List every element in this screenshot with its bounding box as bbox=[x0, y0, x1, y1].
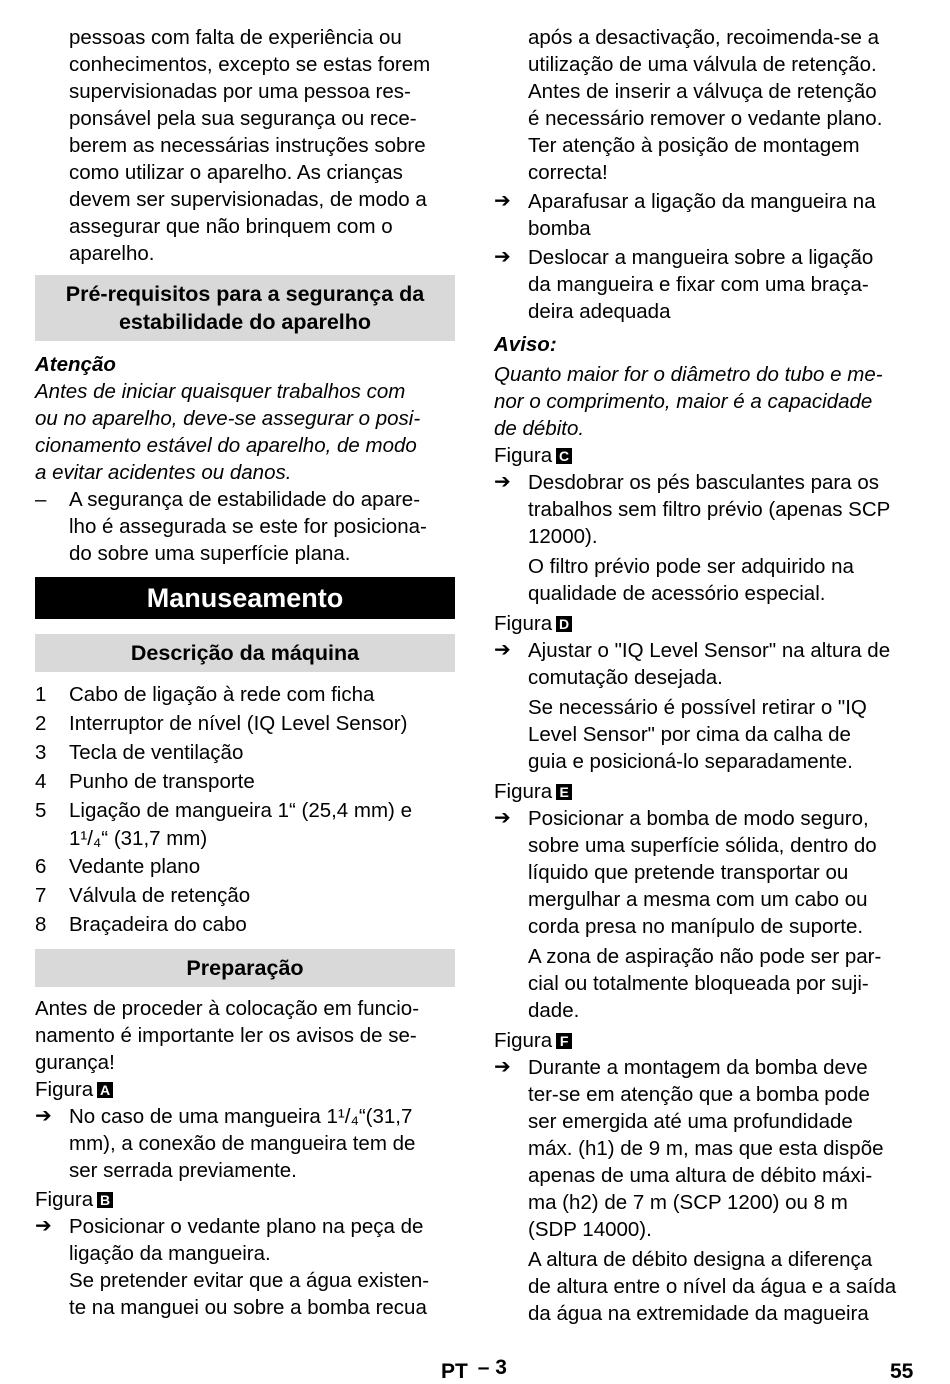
step-d bbox=[494, 637, 916, 691]
step-e bbox=[494, 805, 916, 940]
step-f bbox=[494, 1054, 916, 1243]
right-column bbox=[494, 24, 916, 1327]
list-item-continuation bbox=[35, 825, 455, 852]
item-number: 7 bbox=[35, 884, 47, 907]
text-line: nor o comprimento, maior é a capacidade bbox=[494, 390, 873, 413]
arrow-icon: ➔ bbox=[494, 639, 511, 661]
list-item bbox=[35, 881, 455, 910]
figure-ref-e bbox=[494, 778, 916, 805]
figure-letter-badge: A bbox=[97, 1082, 113, 1098]
preparation-text bbox=[35, 995, 455, 1076]
figure-label: Figura bbox=[494, 612, 553, 635]
figure-letter-badge: C bbox=[556, 448, 572, 464]
dash-item bbox=[35, 486, 455, 567]
notice-text bbox=[494, 361, 916, 442]
text-line: namento é importante ler os avisos de se- bbox=[35, 1024, 417, 1047]
item-text: Braçadeira do cabo bbox=[69, 913, 247, 936]
text-line: ser serrada previamente. bbox=[69, 1159, 297, 1182]
step-f-note bbox=[494, 1246, 916, 1327]
text-line: ma (h2) de 7 m (SCP 1200) ou 8 m bbox=[528, 1191, 848, 1214]
text-line: Ter atenção à posição de montagem bbox=[528, 134, 860, 157]
item-number: 6 bbox=[35, 855, 47, 878]
text-line: Desdobrar os pés basculantes para os bbox=[528, 471, 879, 494]
list-item bbox=[35, 680, 455, 709]
figure-label: Figura bbox=[494, 444, 553, 467]
text-line: Durante a montagem da bomba deve bbox=[528, 1056, 868, 1079]
arrow-icon: ➔ bbox=[494, 471, 511, 493]
text-line: A segurança de estabilidade do apare- bbox=[69, 488, 421, 511]
text-line: ligação da mangueira. bbox=[69, 1242, 271, 1265]
footer-language bbox=[441, 1356, 507, 1384]
figure-letter-badge: E bbox=[556, 784, 572, 800]
item-number: 5 bbox=[35, 799, 47, 822]
text-line: Se pretender evitar que a água existen- bbox=[69, 1269, 430, 1292]
text-line: trabalhos sem filtro prévio (apenas SCP bbox=[528, 498, 891, 521]
text-line: te na manguei ou sobre a bomba recua bbox=[69, 1296, 427, 1319]
item-text: Interruptor de nível (IQ Level Sensor) bbox=[69, 712, 408, 735]
text-line: como utilizar o aparelho. As crianças bbox=[69, 161, 403, 184]
text-line: Antes de iniciar quaisquer trabalhos com bbox=[35, 380, 406, 403]
text-line: lho é assegurada se este for posiciona- bbox=[69, 515, 427, 538]
step-hose-clamp bbox=[494, 244, 916, 325]
stability-heading bbox=[35, 275, 455, 341]
figure-label: Figura bbox=[494, 780, 553, 803]
text-line: No caso de uma mangueira 1¹/₄“(31,7 bbox=[69, 1105, 413, 1128]
text-line: da mangueira e fixar com uma braça- bbox=[528, 273, 869, 296]
figure-letter-badge: B bbox=[97, 1192, 113, 1208]
notice-title: Aviso: bbox=[494, 333, 557, 356]
text-line: cionamento estável do aparelho, de modo bbox=[35, 434, 417, 457]
item-text: Cabo de ligação à rede com ficha bbox=[69, 683, 375, 706]
arrow-icon: ➔ bbox=[494, 807, 511, 829]
text-line: cial ou totalmente bloqueada por suji- bbox=[528, 972, 869, 995]
arrow-icon: ➔ bbox=[494, 190, 511, 212]
step-c-note bbox=[494, 553, 916, 607]
text-line: mm), a conexão de mangueira tem de bbox=[69, 1132, 416, 1155]
item-number: 1 bbox=[35, 683, 47, 706]
preparation-heading: Preparação bbox=[35, 949, 455, 987]
figure-label: Figura bbox=[35, 1078, 94, 1101]
item-number: 3 bbox=[35, 741, 47, 764]
text-line: de altura entre o nível da água e a saída bbox=[528, 1275, 897, 1298]
text-line: aparelho. bbox=[69, 242, 155, 265]
left-column bbox=[35, 24, 455, 1321]
attention-title: Atenção bbox=[35, 353, 116, 376]
figure-letter-badge: F bbox=[556, 1033, 572, 1049]
text-line: após a desactivação, recoimenda-se a bbox=[528, 26, 879, 49]
heading-line: Pré-requisitos para a segurança da bbox=[65, 282, 425, 306]
figure-ref-d bbox=[494, 610, 916, 637]
text-line: 12000). bbox=[528, 525, 598, 548]
figure-ref-f bbox=[494, 1027, 916, 1054]
text-line: Quanto maior for o diâmetro do tubo e me- bbox=[494, 363, 883, 386]
text-line: da água na extremidade da magueira bbox=[528, 1302, 869, 1325]
text-line: A altura de débito designa a diferença bbox=[528, 1248, 873, 1271]
text-line: pessoas com falta de experiência ou bbox=[69, 26, 402, 49]
step-d-note bbox=[494, 694, 916, 775]
figure-letter-badge: D bbox=[556, 616, 572, 632]
step-b-note bbox=[35, 1267, 455, 1321]
text-line: assegurar que não brinquem com o bbox=[69, 215, 393, 238]
language-code: PT bbox=[441, 1360, 468, 1383]
list-item bbox=[35, 910, 455, 939]
text-line: mergulhar a mesma com um cabo ou bbox=[528, 888, 868, 911]
step-screw-connection bbox=[494, 188, 916, 242]
text-line: qualidade de acessório especial. bbox=[528, 582, 826, 605]
text-line: Ajustar o "IQ Level Sensor" na altura de bbox=[528, 639, 891, 662]
list-item bbox=[35, 709, 455, 738]
text-line: líquido que pretende transportar ou bbox=[528, 861, 849, 884]
text-line: ter-se em atenção que a bomba pode bbox=[528, 1083, 870, 1106]
text-line: utilização de uma válvula de retenção. bbox=[528, 53, 877, 76]
figure-label: Figura bbox=[35, 1188, 94, 1211]
text-line: dade. bbox=[528, 999, 580, 1022]
text-line: sobre uma superfície sólida, dentro do bbox=[528, 834, 877, 857]
text-line: Deslocar a mangueira sobre a ligação bbox=[528, 246, 874, 269]
text-line: A zona de aspiração não pode ser par- bbox=[528, 945, 882, 968]
text-line: berem as necessárias instruções sobre bbox=[69, 134, 426, 157]
arrow-icon: ➔ bbox=[35, 1105, 52, 1127]
figure-ref-c bbox=[494, 442, 916, 469]
section-title: Manuseamento bbox=[35, 577, 455, 619]
list-item bbox=[35, 767, 455, 796]
text-line: apenas de uma altura de débito máxi- bbox=[528, 1164, 873, 1187]
step-b bbox=[35, 1213, 455, 1267]
text-line: Aparafusar a ligação da mangueira na bbox=[528, 190, 876, 213]
step-c bbox=[494, 469, 916, 550]
parts-list bbox=[35, 680, 455, 939]
section-page-number: – 3 bbox=[477, 1356, 507, 1379]
list-item bbox=[35, 796, 455, 825]
item-number: 4 bbox=[35, 770, 47, 793]
continuation-text bbox=[494, 24, 916, 186]
text-line: (SDP 14000). bbox=[528, 1218, 652, 1241]
text-line: de débito. bbox=[494, 417, 585, 440]
arrow-icon: ➔ bbox=[35, 1215, 52, 1237]
text-line: ponsável pela sua segurança ou rece- bbox=[69, 107, 417, 130]
text-line: Posicionar o vedante plano na peça de bbox=[69, 1215, 424, 1238]
page-number: 55 bbox=[890, 1360, 914, 1383]
text-line: máx. (h1) de 9 m, mas que esta dispõe bbox=[528, 1137, 884, 1160]
text-line: corda presa no manípulo de suporte. bbox=[528, 915, 864, 938]
text-line: Antes de proceder à colocação em funcio- bbox=[35, 997, 420, 1020]
item-number: 2 bbox=[35, 712, 47, 735]
text-line: comutação desejada. bbox=[528, 666, 723, 689]
item-text: Punho de transporte bbox=[69, 770, 255, 793]
text-line: gurança! bbox=[35, 1051, 115, 1074]
arrow-icon: ➔ bbox=[494, 246, 511, 268]
text-line: a evitar acidentes ou danos. bbox=[35, 461, 292, 484]
item-text: Tecla de ventilação bbox=[69, 741, 244, 764]
text-line: conhecimentos, excepto se estas forem bbox=[69, 53, 431, 76]
item-text: Válvula de retenção bbox=[69, 884, 251, 907]
text-line: devem ser supervisionadas, de modo a bbox=[69, 188, 427, 211]
text-line: Level Sensor" por cima da calha de bbox=[528, 723, 851, 746]
step-e-note bbox=[494, 943, 916, 1024]
figure-ref-a bbox=[35, 1076, 455, 1103]
text-line: O filtro prévio pode ser adquirido na bbox=[528, 555, 854, 578]
figure-ref-b bbox=[35, 1186, 455, 1213]
heading-line: estabilidade do aparelho bbox=[118, 310, 372, 334]
text-line: Posicionar a bomba de modo seguro, bbox=[528, 807, 869, 830]
text-line: Antes de inserir a válvuça de retenção bbox=[528, 80, 877, 103]
step-a bbox=[35, 1103, 455, 1184]
text-line: supervisionadas por uma pessoa res- bbox=[69, 80, 411, 103]
list-item bbox=[35, 852, 455, 881]
text-line: guia e posicioná-lo separadamente. bbox=[528, 750, 853, 773]
dash-marker: – bbox=[35, 488, 47, 511]
text-line: correcta! bbox=[528, 161, 608, 184]
text-line: bomba bbox=[528, 217, 591, 240]
figure-label: Figura bbox=[494, 1029, 553, 1052]
text-line: ser emergida até uma profundidade bbox=[528, 1110, 853, 1133]
attention-text bbox=[35, 378, 455, 486]
list-item bbox=[35, 738, 455, 767]
arrow-icon: ➔ bbox=[494, 1056, 511, 1078]
text-line: Se necessário é possível retirar o "IQ bbox=[528, 696, 867, 719]
item-number: 8 bbox=[35, 913, 47, 936]
item-text: Ligação de mangueira 1“ (25,4 mm) e bbox=[69, 799, 412, 822]
text-line: deira adequada bbox=[528, 300, 671, 323]
description-heading: Descrição da máquina bbox=[35, 634, 455, 672]
item-text: 1¹/₄“ (31,7 mm) bbox=[69, 827, 208, 850]
text-line: é necessário remover o vedante plano. bbox=[528, 107, 883, 130]
text-line: do sobre uma superfície plana. bbox=[69, 542, 351, 565]
intro-paragraph bbox=[35, 24, 455, 267]
item-text: Vedante plano bbox=[69, 855, 201, 878]
text-line: ou no aparelho, deve-se assegurar o posi- bbox=[35, 407, 421, 430]
